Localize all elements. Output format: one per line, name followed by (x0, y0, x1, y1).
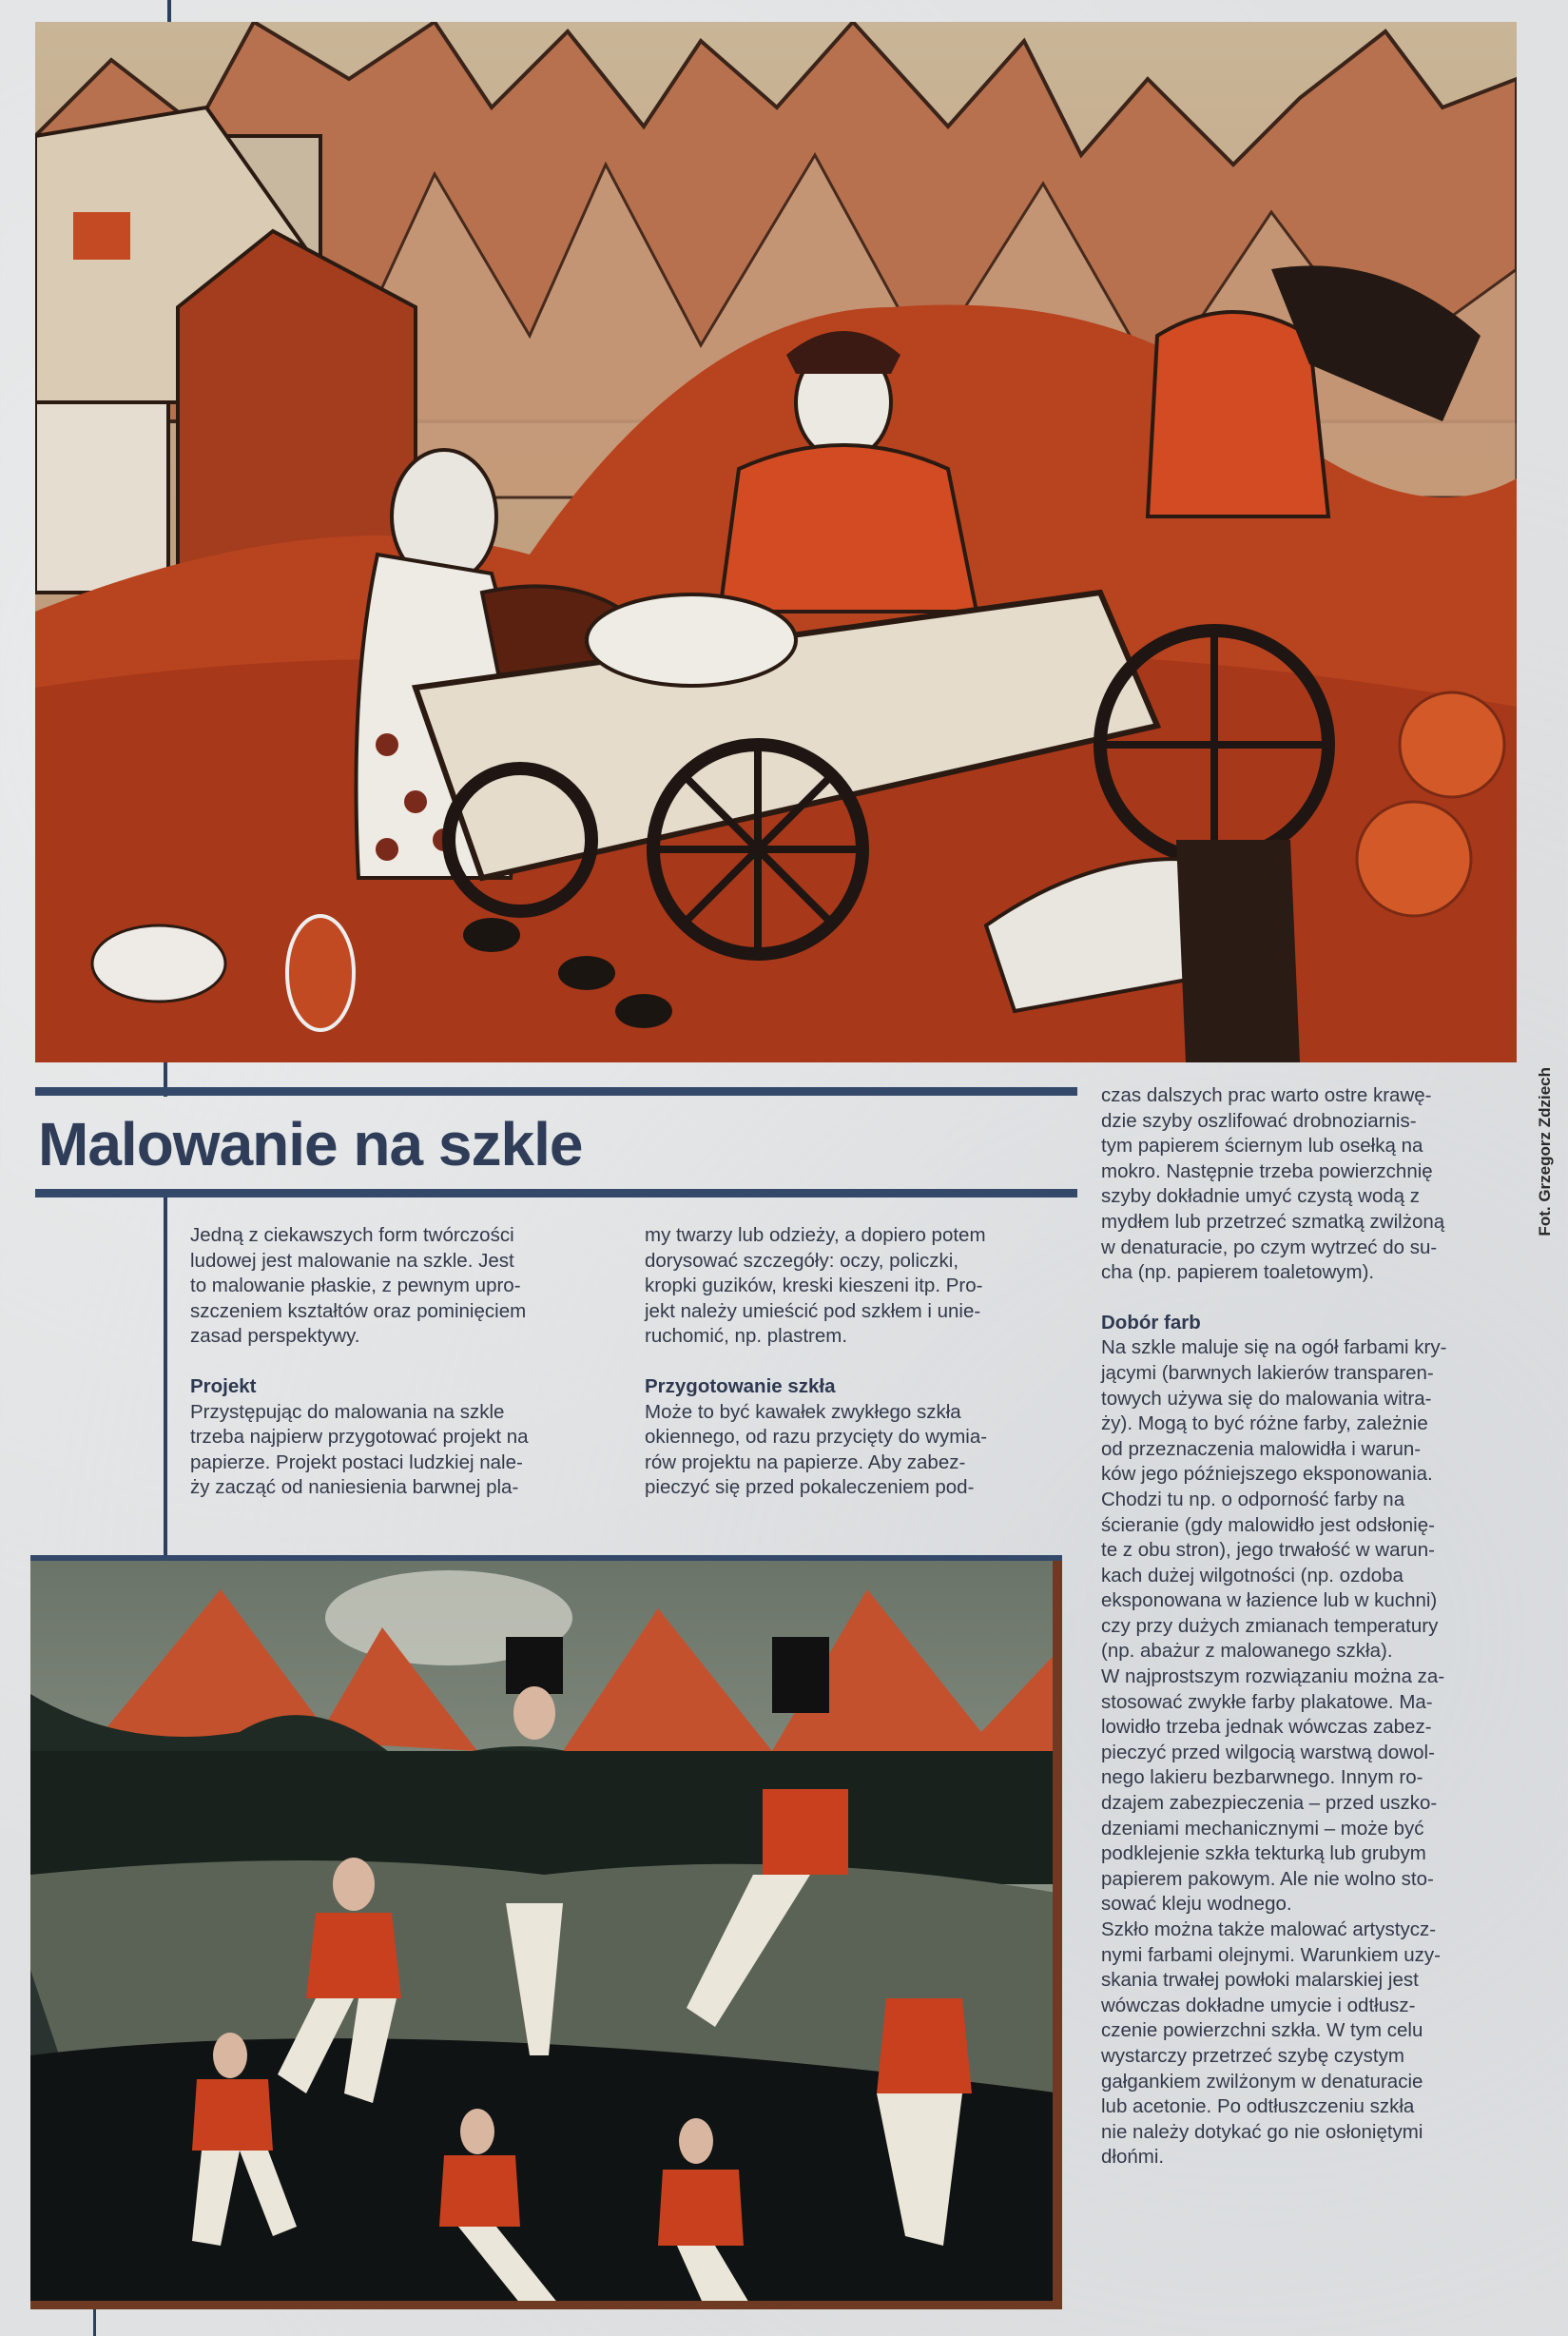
continued-paragraph (645, 1223, 1077, 1350)
text-line: tym papierem ściernym lub osełką na (1101, 1135, 1423, 1158)
text-line: dłońmi. (1101, 2146, 1165, 2169)
section-heading-projekt: Projekt (190, 1374, 257, 1397)
section-heading-przygotowanie-szkla: Przygotowanie szkła (645, 1374, 836, 1397)
text-line: nie należy dotykać go nie osłoniętymi (1101, 2120, 1423, 2143)
text-line: skania trwałej powłoki malarskiej jest (1101, 1969, 1419, 1992)
projekt-paragraph (190, 1400, 623, 1501)
text-line: pieczyć przed wilgocią warstwą dowol- (1101, 1741, 1435, 1763)
painting-dancers-illustration (30, 1561, 1062, 2309)
text-line: (np. abażur z malowanego szkła). (1101, 1640, 1393, 1663)
column-rule-bottom (93, 2309, 96, 2336)
intro-paragraph (190, 1223, 623, 1350)
text-line: gałgankiem zwilżonym w denaturacie (1101, 2070, 1423, 2093)
painting-cart-scene-illustration (35, 22, 1517, 1062)
section-heading-dobor-farb: Dobór farb (1101, 1311, 1201, 1333)
text-line: Może to być kawałek zwykłego szkła (645, 1400, 961, 1423)
text-line: ruchomić, np. plastrem. (645, 1325, 848, 1348)
title-rule-bottom (35, 1189, 1077, 1197)
text-line: okiennego, od razu przycięty do wymia- (645, 1426, 988, 1449)
text-line: my twarzy lub odzieży, a dopiero potem (645, 1224, 986, 1246)
text-line: mokro. Następnie trzeba powierzchnię (1101, 1159, 1433, 1182)
text-line: wówczas dokładne umycie i odtłusz- (1101, 1994, 1416, 2016)
text-line: towych używa się do malowania witra- (1101, 1387, 1432, 1410)
photo-dancers-scene (30, 1555, 1062, 2309)
text-line: w denaturacie, po czym wytrzeć do su- (1101, 1236, 1438, 1258)
text-line: kropki guzików, kreski kieszeni itp. Pro- (645, 1275, 983, 1297)
text-line: dzie szyby oszlifować drobnoziarnis- (1101, 1109, 1417, 1132)
text-line: ludowej jest malowanie na szkle. Jest (190, 1249, 514, 1272)
text-line: mydłem lub przetrzeć szmatką zwilżoną (1101, 1210, 1445, 1233)
photo-credit-text: Fot. Grzegorz Zdziech (1536, 1067, 1554, 1236)
text-line: to malowanie płaskie, z pewnym upro- (190, 1275, 521, 1297)
text-line: papierze. Projekt postaci ludzkiej nale- (190, 1450, 523, 1473)
text-line: szyby dokładnie umyć czystą wodą z (1101, 1185, 1420, 1208)
text-line: czenie powierzchni szkła. W tym celu (1101, 2019, 1423, 2042)
text-line: czy przy dużych zmianach temperatury (1101, 1614, 1439, 1637)
column-rule-text (164, 1192, 167, 1555)
text-line: sować kleju wodnego. (1101, 1893, 1292, 1916)
photo-cart-scene (35, 22, 1517, 1062)
title-rule-top (35, 1087, 1077, 1096)
text-line: jekt należy umieścić pod szkłem i unie- (645, 1299, 981, 1322)
text-line: Jedną z ciekawszych form twórczości (190, 1224, 514, 1246)
text-line: wystarczy przetrzeć szybę czystym (1101, 2044, 1404, 2067)
text-line: dorysować szczegóły: oczy, policzki, (645, 1249, 959, 1272)
text-line: rów projektu na papierze. Aby zabez- (645, 1450, 966, 1473)
text-line: ży). Mogą to być różne farby, zależnie (1101, 1412, 1428, 1435)
article-title: Malowanie na szkle (38, 1110, 583, 1178)
text-line: ścieranie (gdy malowidło jest odsłonię- (1101, 1513, 1435, 1536)
text-line: jącymi (barwnych lakierów transparen- (1101, 1361, 1434, 1384)
text-line: nymi farbami olejnymi. Warunkiem uzy- (1101, 1943, 1441, 1966)
text-line: cha (np. papierem toaletowym). (1101, 1261, 1375, 1284)
text-column-3 (1101, 1083, 1548, 2171)
continued-paragraph (1101, 1083, 1548, 1286)
text-line: Chodzi tu np. o odporność farby na (1101, 1488, 1405, 1510)
text-line: pieczyć się przed pokaleczeniem pod- (645, 1476, 975, 1499)
text-line: ży zacząć od naniesienia barwnej pla- (190, 1476, 519, 1499)
text-line: trzeba najpierw przygotować projekt na (190, 1426, 529, 1449)
text-line: podklejenie szkła tekturką lub grubym (1101, 1842, 1426, 1865)
text-line: lub acetonie. Po odtłuszczeniu szkła (1101, 2095, 1415, 2118)
text-line: ków jego późniejszego eksponowania. (1101, 1463, 1433, 1486)
text-line: te z obu stron), jego trwałość w warun- (1101, 1539, 1435, 1562)
text-line: dzajem zabezpieczenia – przed uszko- (1101, 1792, 1438, 1815)
text-line: stosować zwykłe farby plakatowe. Ma- (1101, 1690, 1433, 1713)
text-line: Szkło można także malować artystycz- (1101, 1918, 1437, 1940)
text-line: Na szkle maluje się na ogół farbami kry- (1101, 1336, 1447, 1359)
text-line: szczeniem kształtów oraz pominięciem (190, 1299, 527, 1322)
text-line: dzeniami mechanicznymi – może być (1101, 1817, 1424, 1840)
text-line: lowidło trzeba jednak wówczas zabez- (1101, 1716, 1432, 1739)
text-line: Przystępując do malowania na szkle (190, 1400, 505, 1423)
text-line: czas dalszych prac warto ostre krawę- (1101, 1084, 1432, 1106)
text-line: od przeznaczenia malowidła i warun- (1101, 1437, 1422, 1460)
text-line: W najprostszym rozwiązaniu można za- (1101, 1665, 1445, 1688)
text-line: kach dużej wilgotności (np. ozdoba (1101, 1564, 1403, 1587)
text-line: zasad perspektywy. (190, 1325, 360, 1348)
text-column-1 (190, 1223, 623, 1501)
text-line: papierem pakowym. Ale nie wolno sto- (1101, 1867, 1434, 1890)
text-line: nego lakieru bezbarwnego. Innym ro- (1101, 1766, 1423, 1789)
przygotowanie-paragraph (645, 1400, 1077, 1501)
dobor-farb-paragraph (1101, 1335, 1548, 2171)
text-line: eksponowana w łazience lub w kuchni) (1101, 1589, 1438, 1612)
text-column-2 (645, 1223, 1077, 1501)
